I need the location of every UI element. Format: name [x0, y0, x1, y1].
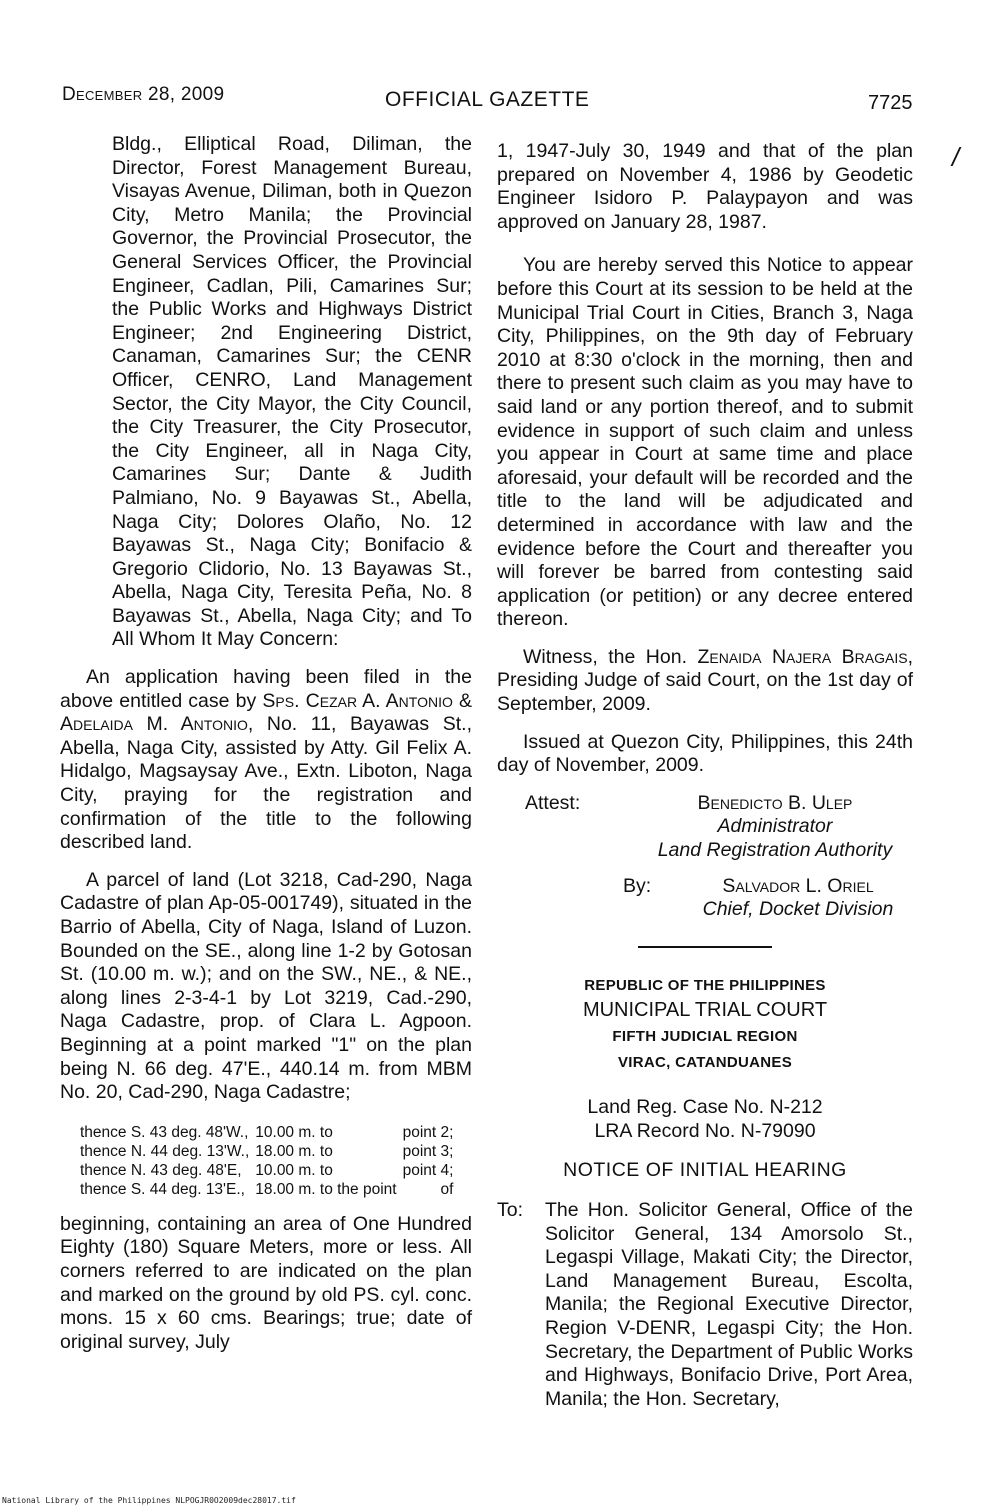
survey-continuation: 1, 1947-July 30, 1949 and that of the plan prepared on November 4, 1986 by Geodetic Engineer Isidoro P. Palaypayon and was approved on January 28, 1987. [497, 140, 913, 233]
point-cell: point 3; [402, 1142, 454, 1160]
bearing-row [80, 1142, 459, 1161]
distance-cell: 10.00 m. to [255, 1123, 333, 1141]
notice-paragraph: You are hereby served this Notice to appear before this Court at its session to be held at the Municipal Trial Court in Cities, Branch 3, Naga City, Philippines, on the 9th day of February 2010 at 8:30 o'clock in the morning, then and there to present such claim as you may have to said land or any portion thereof, and to submit evidence in support of such claim and unless you appear in Court at same time and place aforesaid, your default will be recorded and the title to the land will be adjudicated and determined in accordance with law and the evidence before the Court and thereafter you will forever be barred from contesting said application (or petition) or any decree entered thereon. [497, 254, 913, 631]
by-label: By: [623, 874, 652, 897]
by-signatory [683, 875, 913, 922]
right-column [497, 140, 913, 1411]
issued-paragraph: Issued at Quezon City, Philippines, this 24th day of November, 2009. [497, 730, 913, 777]
addressees-continued: Bldg., Elliptical Road, Diliman, the Director, Forest Management Bureau, Visayas Avenue, Diliman, both in Quezon City, Metro Manila; the Provincial Governor, the Provincial Prosecutor, the General Services Officer, the Provincial Engineer, Cadlan, Pili, Camarines Sur; the Public Works and Highways District Engineer; 2nd Engineering District, Canaman, Camarines Sur; the CENR Officer, CENRO, Land Management Sector, the City Mayor, the City Council, the City Treasurer, the City Prosecutor, the City Engineer, all in Naga City, Camarines Sur; Dante & Judith Palmiano, No. 9 Bayawas St., Abella, Naga City; Dolores Olaño, No. 12 Bayawas St., Naga City; Bonifacio & Gregorio Clidorio, No. 13 Bayawas St., Abella, Naga City, Teresita Peña, No. 8 Bayawas St., Abella, Naga City; and To All Whom It May Concern: [112, 133, 472, 651]
bearing-cell: thence N. 44 deg. 13'W., [80, 1142, 250, 1160]
header-publication: OFFICIAL GAZETTE [385, 88, 590, 111]
place-heading: VIRAC, CATANDUANES [617, 1053, 792, 1071]
application-text-a: An application having been filed in the above entitled case by [60, 666, 472, 712]
court-heading: MUNICIPAL TRIAL COURT [582, 999, 828, 1022]
section-divider [638, 946, 772, 948]
to-block [497, 1199, 913, 1411]
region-heading: FIFTH JUDICIAL REGION [612, 1028, 798, 1045]
left-column [60, 130, 472, 1368]
application-paragraph [60, 666, 472, 855]
point-cell: point 2; [402, 1123, 454, 1141]
parcel-description: A parcel of land (Lot 3218, Cad-290, Naga Cadastre of plan Ap-05-001749), situated in the Barrio of Abella, City of Naga, Island of Luzon. Bounded on the SE., along line 1-2 by Gotosan St. (10.00 m. w.); and on the SW., NE., & NE., along lines 2-3-4-1 by Lot 3219, Cad.-290, Naga Cadastre, prop. of Clara L. Agpoon. Beginning at a point marked "1" on the plan being N. 66 deg. 47'E., 440.14 m. from MBM No. 20, Cad-290, Naga Cadastre; [60, 868, 472, 1104]
margin-mark: / [952, 142, 960, 172]
bearing-cell: thence S. 43 deg. 48'W., [80, 1123, 249, 1141]
bearing-cell: thence S. 44 deg. 13'E., [80, 1180, 245, 1198]
witness-text-a: Witness, the Hon. [523, 645, 698, 668]
distance-cell: 18.00 m. to [255, 1142, 333, 1160]
parcel-closing: beginning, containing an area of One Hundred Eighty (180) Square Meters, more or less. All corners referred to are indicated on the plan and marked on the ground by old PS. cyl. conc. mons. 15 x 60 cms. Bearings; true; date of original survey, July [60, 1212, 472, 1353]
header-page-number: 7725 [868, 92, 913, 114]
by-title: Chief, Docket Division [702, 898, 894, 921]
witness-paragraph [497, 646, 913, 717]
bearing-row [80, 1123, 459, 1142]
witness-text-b: , Presiding Judge of said Court, on the 1st day of September, 2009. [497, 645, 913, 716]
notice-title: NOTICE OF INITIAL HEARING [563, 1159, 847, 1182]
application-text-b: , No. 11, Bayawas St., Abella, Naga City, assisted by Atty. Gil Felix A. Hidalgo, Magsaysay Ave., Extn. Liboton, Naga City, praying for the registration and confirmation of the title to the following described land. [60, 713, 472, 854]
judge-name: Zenaida Najera Bragais [697, 645, 908, 668]
by-block [497, 875, 913, 922]
distance-cell: 18.00 m. to the point [255, 1180, 397, 1198]
bearings-table [80, 1123, 459, 1199]
attest-title-2: Land Registration Authority [657, 839, 893, 862]
header-date: December 28, 2009 [62, 84, 225, 105]
attest-block [497, 792, 913, 863]
attest-label: Attest: [525, 791, 581, 814]
bearing-row [80, 1161, 459, 1180]
lra-record-number: LRA Record No. N-79090 [594, 1119, 816, 1142]
point-cell: point 4; [402, 1161, 454, 1179]
bearing-cell: thence N. 43 deg. 48'E, [80, 1161, 242, 1179]
distance-cell: 10.00 m. to [255, 1161, 333, 1179]
case-number: Land Reg. Case No. N-212 [587, 1096, 823, 1119]
to-label: To: [497, 1198, 524, 1221]
scan-footer: National Library of the Philippines NLPOGJR0O2009dec28017.tif [2, 1496, 296, 1505]
attest-name: Benedicto B. Ulep [697, 791, 853, 814]
to-addressees: The Hon. Solicitor General, Office of the Solicitor General, 134 Amorsolo St., Legaspi Village, Makati City; the Director, Land Management Bureau, Escolta, Manila; the Regional Executive Director, Region V-DENR, Legaspi City; the Hon. Secretary, the Department of Public Works and Highways, Bonifacio Drive, Port Area, Manila; the Hon. Secretary, [545, 1198, 913, 1410]
attest-signatory [637, 792, 913, 863]
applicants-names: Sps. Cezar A. Antonio & Adelaida M. Antonio [60, 689, 473, 736]
by-name: Salvador L. Oriel [722, 874, 874, 897]
attest-title-1: Administrator [717, 815, 833, 838]
bearing-row [80, 1180, 459, 1199]
point-cell: of [440, 1180, 454, 1198]
republic-heading: REPUBLIC OF THE PHILIPPINES [584, 976, 826, 994]
